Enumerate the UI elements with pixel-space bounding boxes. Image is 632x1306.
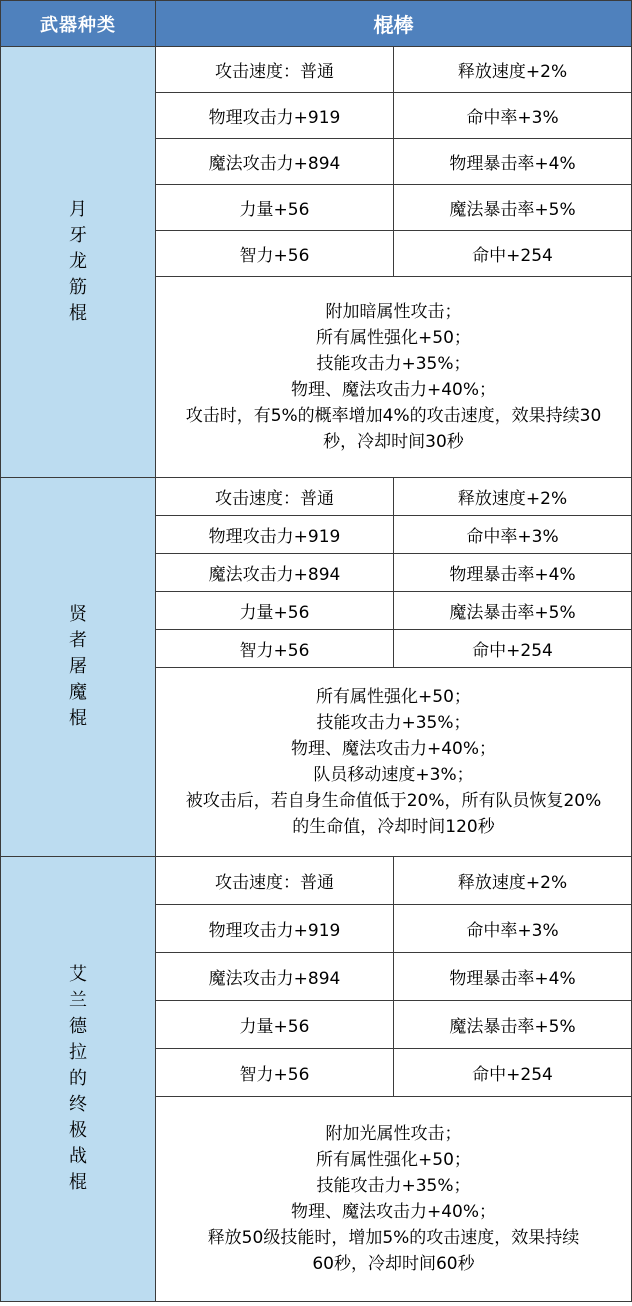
weapon-name-char: 拉 [69, 1042, 87, 1063]
stat-cell: 攻击速度：普通 [156, 47, 394, 93]
stat-cell: 魔法暴击率+5% [394, 1001, 632, 1049]
effect-line: 的生命值，冷却时间120秒 [292, 817, 495, 837]
stat-cell: 物理攻击力+919 [156, 93, 394, 139]
stat-cell: 命中率+3% [394, 93, 632, 139]
stat-cell: 力量+56 [156, 185, 394, 231]
weapon-name-char: 月 [69, 199, 87, 220]
stat-cell: 物理暴击率+4% [394, 139, 632, 185]
weapon-name-char: 屠 [69, 656, 87, 677]
stat-cell: 命中+254 [394, 630, 632, 668]
stat-cell: 命中+254 [394, 1049, 632, 1097]
header-weapon-type: 武器种类 [1, 1, 156, 47]
header-row [1, 1, 632, 47]
effect-line: 攻击时，有5%的概率增加4%的攻击速度，效果持续30 [185, 406, 602, 426]
effect-line: 所有属性强化+50； [316, 687, 471, 707]
effect-line: 附加光属性攻击； [325, 1124, 462, 1144]
effect-line: 技能攻击力+35%； [316, 1176, 471, 1196]
stat-cell: 力量+56 [156, 592, 394, 630]
effect-line: 物理、魔法攻击力+40%； [290, 1202, 497, 1222]
effect-line: 附加暗属性攻击； [325, 302, 462, 322]
weapon-name-char: 贤 [69, 604, 87, 625]
weapon-name [1, 478, 156, 857]
weapon-name [1, 857, 156, 1302]
effects-cell [156, 277, 632, 478]
effect-line: 技能攻击力+35%； [316, 713, 471, 733]
stat-cell: 物理暴击率+4% [394, 554, 632, 592]
weapon-name-char: 牙 [69, 225, 87, 246]
stat-cell: 攻击速度：普通 [156, 478, 394, 516]
stat-cell: 魔法暴击率+5% [394, 185, 632, 231]
weapon-name-char: 者 [69, 630, 87, 651]
effects-cell [156, 1097, 632, 1302]
weapon-group-2 [1, 478, 632, 857]
stat-cell: 智力+56 [156, 630, 394, 668]
stat-cell: 物理攻击力+919 [156, 516, 394, 554]
weapon-name-char: 的 [69, 1068, 87, 1089]
stat-cell: 命中率+3% [394, 905, 632, 953]
weapon-name-char: 艾 [69, 964, 87, 985]
weapon-name-char: 战 [69, 1146, 87, 1167]
weapon-name-char: 德 [69, 1016, 87, 1037]
stat-cell: 物理暴击率+4% [394, 953, 632, 1001]
effect-line: 物理、魔法攻击力+40%； [290, 739, 497, 759]
effect-line: 物理、魔法攻击力+40%； [290, 380, 497, 400]
weapon-name-char: 魔 [69, 682, 87, 703]
weapon-group-1 [1, 47, 632, 478]
stat-cell: 命中+254 [394, 231, 632, 277]
effect-line: 被攻击后，若自身生命值低于20%，所有队员恢复20% [185, 791, 602, 811]
stat-cell: 命中率+3% [394, 516, 632, 554]
stat-row [1, 857, 632, 905]
stat-cell: 魔法攻击力+894 [156, 554, 394, 592]
stat-cell: 魔法攻击力+894 [156, 139, 394, 185]
stat-cell: 释放速度+2% [394, 47, 632, 93]
effect-line: 秒，冷却时间30秒 [323, 432, 464, 452]
weapon-group-3 [1, 857, 632, 1302]
effect-line: 技能攻击力+35%； [316, 354, 471, 374]
effect-line: 释放50级技能时，增加5%的攻击速度，效果持续 [207, 1228, 580, 1248]
effect-line: 所有属性强化+50； [316, 1150, 471, 1170]
stat-cell: 智力+56 [156, 231, 394, 277]
weapon-name-char: 棍 [69, 1172, 87, 1193]
weapon-name-char: 棍 [69, 708, 87, 729]
stat-cell: 力量+56 [156, 1001, 394, 1049]
effect-line: 队员移动速度+3%； [313, 765, 474, 785]
stat-cell: 物理攻击力+919 [156, 905, 394, 953]
weapon-name-char: 筋 [69, 277, 87, 298]
stat-row [1, 47, 632, 93]
weapon-name-char: 兰 [69, 990, 87, 1011]
weapon-name-char: 棍 [69, 303, 87, 324]
stat-cell: 魔法暴击率+5% [394, 592, 632, 630]
stat-cell: 魔法攻击力+894 [156, 953, 394, 1001]
effect-line: 60秒，冷却时间60秒 [312, 1254, 475, 1274]
stat-row [1, 478, 632, 516]
stat-cell: 智力+56 [156, 1049, 394, 1097]
effects-cell [156, 668, 632, 857]
effect-line: 所有属性强化+50； [316, 328, 471, 348]
stat-cell: 释放速度+2% [394, 857, 632, 905]
weapon-name [1, 47, 156, 478]
header-weapon-category: 棍棒 [156, 1, 632, 47]
weapon-name-char: 极 [69, 1120, 87, 1141]
stat-cell: 释放速度+2% [394, 478, 632, 516]
weapon-name-char: 龙 [69, 251, 87, 272]
stat-cell: 攻击速度：普通 [156, 857, 394, 905]
weapon-name-char: 终 [69, 1094, 87, 1115]
